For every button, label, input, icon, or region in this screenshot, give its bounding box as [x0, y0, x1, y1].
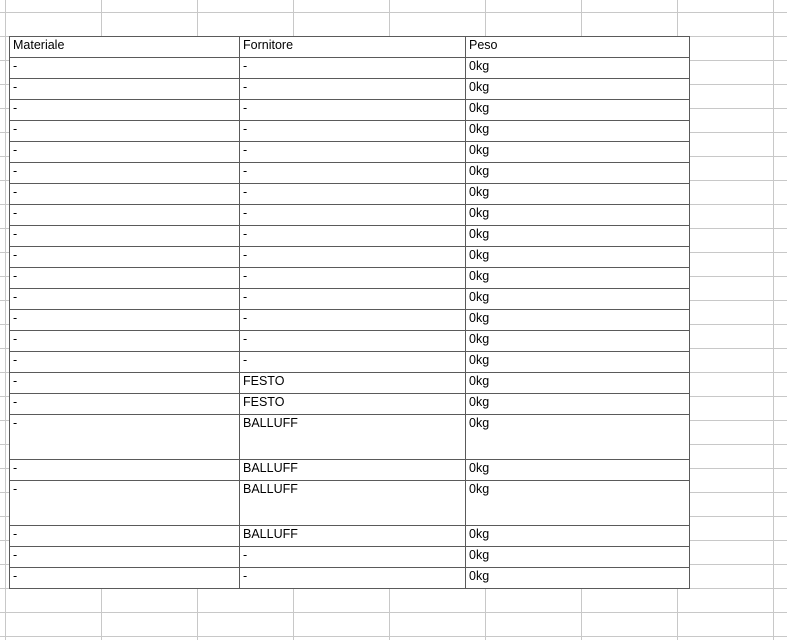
cell-peso[interactable]: 0kg: [466, 184, 690, 205]
table-row[interactable]: [10, 352, 690, 373]
cell-peso[interactable]: 0kg: [466, 79, 690, 100]
cell-fornitore[interactable]: FESTO: [240, 394, 466, 415]
cell-fornitore[interactable]: -: [240, 268, 466, 289]
cell-fornitore[interactable]: -: [240, 79, 466, 100]
cell-materiale[interactable]: -: [10, 394, 240, 415]
cell-peso[interactable]: 0kg: [466, 247, 690, 268]
cell-fornitore[interactable]: -: [240, 247, 466, 268]
cell-fornitore[interactable]: -: [240, 547, 466, 568]
cell-materiale[interactable]: -: [10, 163, 240, 184]
table-row[interactable]: [10, 100, 690, 121]
cell-fornitore[interactable]: BALLUFF: [240, 415, 466, 460]
cell-materiale[interactable]: -: [10, 121, 240, 142]
cell-peso[interactable]: 0kg: [466, 415, 690, 460]
cell-materiale[interactable]: -: [10, 373, 240, 394]
cell-materiale[interactable]: -: [10, 247, 240, 268]
cell-peso[interactable]: 0kg: [466, 526, 690, 547]
cell-peso[interactable]: 0kg: [466, 226, 690, 247]
cell-fornitore[interactable]: BALLUFF: [240, 460, 466, 481]
cell-fornitore[interactable]: BALLUFF: [240, 481, 466, 526]
cell-materiale[interactable]: -: [10, 205, 240, 226]
cell-fornitore[interactable]: -: [240, 121, 466, 142]
cell-peso[interactable]: 0kg: [466, 352, 690, 373]
table-row[interactable]: [10, 226, 690, 247]
cell-materiale[interactable]: -: [10, 481, 240, 526]
table-header-row: [10, 37, 690, 58]
column-header-peso: Peso: [466, 37, 690, 58]
cell-peso[interactable]: 0kg: [466, 310, 690, 331]
table-row[interactable]: [10, 142, 690, 163]
table-row[interactable]: [10, 373, 690, 394]
cell-peso[interactable]: 0kg: [466, 100, 690, 121]
cell-fornitore[interactable]: -: [240, 205, 466, 226]
cell-peso[interactable]: 0kg: [466, 568, 690, 589]
cell-materiale[interactable]: -: [10, 226, 240, 247]
cell-materiale[interactable]: -: [10, 331, 240, 352]
table-row[interactable]: [10, 58, 690, 79]
cell-fornitore[interactable]: -: [240, 352, 466, 373]
cell-materiale[interactable]: -: [10, 415, 240, 460]
table-row[interactable]: [10, 460, 690, 481]
cell-fornitore[interactable]: -: [240, 58, 466, 79]
table-row[interactable]: [10, 268, 690, 289]
cell-peso[interactable]: 0kg: [466, 547, 690, 568]
cell-peso[interactable]: 0kg: [466, 289, 690, 310]
cell-peso[interactable]: 0kg: [466, 331, 690, 352]
table-row[interactable]: [10, 163, 690, 184]
cell-fornitore[interactable]: -: [240, 142, 466, 163]
cell-peso[interactable]: 0kg: [466, 121, 690, 142]
cell-materiale[interactable]: -: [10, 460, 240, 481]
cell-peso[interactable]: 0kg: [466, 142, 690, 163]
cell-fornitore[interactable]: -: [240, 331, 466, 352]
table-row[interactable]: [10, 310, 690, 331]
table-row[interactable]: [10, 394, 690, 415]
cell-fornitore[interactable]: -: [240, 163, 466, 184]
cell-peso[interactable]: 0kg: [466, 481, 690, 526]
table-row[interactable]: [10, 526, 690, 547]
table-row[interactable]: [10, 547, 690, 568]
cell-fornitore[interactable]: FESTO: [240, 373, 466, 394]
cell-materiale[interactable]: -: [10, 547, 240, 568]
cell-materiale[interactable]: -: [10, 184, 240, 205]
cell-materiale[interactable]: -: [10, 526, 240, 547]
cell-peso[interactable]: 0kg: [466, 163, 690, 184]
table-row[interactable]: [10, 481, 690, 526]
table-row[interactable]: [10, 568, 690, 589]
table-body: [10, 58, 690, 589]
column-header-fornitore: Fornitore: [240, 37, 466, 58]
table-row[interactable]: [10, 79, 690, 100]
cell-materiale[interactable]: -: [10, 289, 240, 310]
cell-peso[interactable]: 0kg: [466, 58, 690, 79]
table-row[interactable]: [10, 289, 690, 310]
cell-materiale[interactable]: -: [10, 568, 240, 589]
cell-peso[interactable]: 0kg: [466, 394, 690, 415]
table-row[interactable]: [10, 205, 690, 226]
materials-table: [9, 36, 690, 589]
cell-materiale[interactable]: -: [10, 142, 240, 163]
cell-fornitore[interactable]: -: [240, 100, 466, 121]
cell-materiale[interactable]: -: [10, 79, 240, 100]
table-row[interactable]: [10, 121, 690, 142]
cell-materiale[interactable]: -: [10, 352, 240, 373]
cell-fornitore[interactable]: BALLUFF: [240, 526, 466, 547]
table-row[interactable]: [10, 247, 690, 268]
column-header-materiale: Materiale: [10, 37, 240, 58]
cell-materiale[interactable]: -: [10, 310, 240, 331]
table-row[interactable]: [10, 415, 690, 460]
table-row[interactable]: [10, 184, 690, 205]
cell-peso[interactable]: 0kg: [466, 373, 690, 394]
cell-fornitore[interactable]: -: [240, 184, 466, 205]
table-row[interactable]: [10, 331, 690, 352]
cell-materiale[interactable]: -: [10, 100, 240, 121]
cell-fornitore[interactable]: -: [240, 289, 466, 310]
cell-peso[interactable]: 0kg: [466, 460, 690, 481]
cell-materiale[interactable]: -: [10, 58, 240, 79]
cell-peso[interactable]: 0kg: [466, 268, 690, 289]
cell-fornitore[interactable]: -: [240, 568, 466, 589]
cell-materiale[interactable]: -: [10, 268, 240, 289]
cell-fornitore[interactable]: -: [240, 226, 466, 247]
cell-peso[interactable]: 0kg: [466, 205, 690, 226]
cell-fornitore[interactable]: -: [240, 310, 466, 331]
